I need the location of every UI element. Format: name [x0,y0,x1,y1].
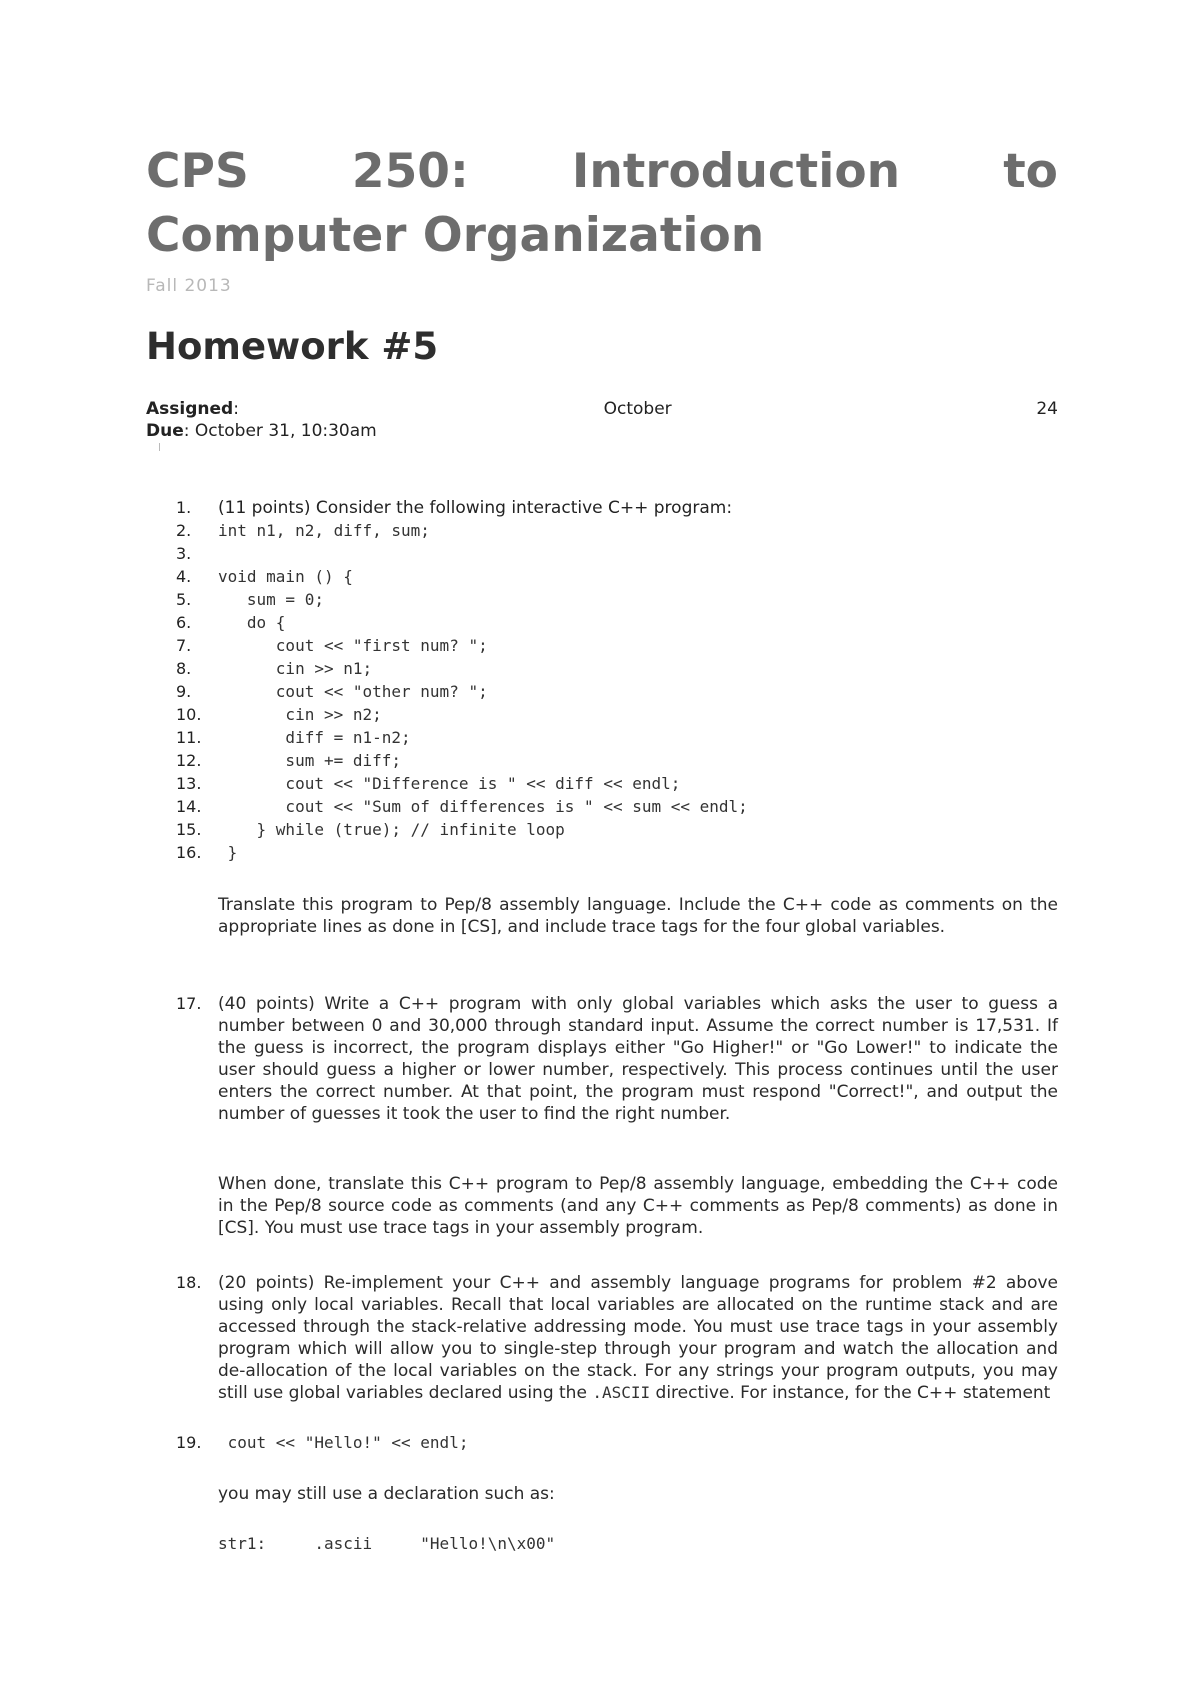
list-number: 18. [176,1273,202,1292]
list-item [146,726,1058,749]
list-item [146,680,1058,703]
list-number: 1. [176,498,192,517]
list-number: 2. [176,521,192,540]
code-line: cin >> n2; [218,705,382,724]
list-number: 7. [176,636,192,655]
code-line: cout << "Sum of differences is " << sum << endl; [218,797,748,816]
list-number: 11. [176,728,202,747]
title-word: 250: [351,144,469,199]
course-title-line-1 [146,140,1058,204]
list-number: 14. [176,797,202,816]
problem-1-listing [146,496,1058,864]
title-word: Introduction [571,144,901,199]
problem-1-translate-text: Translate this program to Pep/8 assembly language. Include the C++ code as comments on the appropriate lines as done in [CS], and include trace tags for the four global variables. [218,895,1058,937]
code-line: } [218,843,238,862]
code-line: cout << "Difference is " << diff << endl; [218,774,681,793]
list-item [146,703,1058,726]
list-item [146,749,1058,772]
title-word: to [1003,144,1058,199]
code-line: cin >> n1; [218,659,373,678]
assigned-label: Assigned [146,399,234,419]
assigned-line [146,398,1058,420]
assigned-label-group [146,398,239,420]
list-number: 15. [176,820,202,839]
list-item [146,588,1058,611]
code-line: diff = n1-n2; [218,728,411,747]
course-title-line-2: Computer Organization [146,208,765,263]
problem-18-text [218,1272,1058,1404]
code-line: void main () { [218,567,353,586]
title-word: CPS [146,144,249,199]
list-item [146,496,1058,519]
list-number: 13. [176,774,202,793]
due-line [146,420,377,442]
homework-heading: Homework #5 [146,325,439,368]
list-number: 10. [176,705,202,724]
code-line: cout << "other num? "; [218,682,488,701]
list-number: 12. [176,751,202,770]
code-line: do { [218,613,286,632]
list-item [146,611,1058,634]
list-number: 9. [176,682,192,701]
problem-18-text-a: (20 points) Re-implement your C++ and assembly language programs for problem #2 above using only local variables. Recall that local variables are allocated on the runtime stack and are accessed through the stack-relative addressing mode. You must use trace tags in your assembly program which will allow you to single-step through your program and watch the allocation and de-allocation of the local variables on the stack. For any strings your program outputs, you may still use global variables declared using the [218,1273,1058,1403]
code-line: sum += diff; [218,751,402,770]
list-number: 16. [176,843,202,862]
list-item [146,772,1058,795]
list-number: 17. [176,994,202,1013]
code-line: sum = 0; [218,590,324,609]
list-number: 19. [176,1433,202,1452]
course-title [146,140,1058,268]
list-number: 6. [176,613,192,632]
list-item [146,634,1058,657]
list-number: 4. [176,567,192,586]
list-item [146,519,1058,542]
code-line: } while (true); // infinite loop [218,820,565,839]
code-line: int n1, n2, diff, sum; [218,521,430,540]
due-label: Due [146,421,184,441]
list-number: 8. [176,659,192,678]
list-item [146,795,1058,818]
list-item [146,818,1058,841]
problem-17-followup: When done, translate this C++ program to Pep/8 assembly language, embedding the C++ code in the Pep/8 source code as comments (and any C++ comments as Pep/8 comments) as done in [CS]. You must use trace tags in your assembly program. [218,1174,1058,1238]
problem-18-text-b: directive. For instance, for the C++ statement [650,1383,1051,1403]
ascii-declaration: str1: .ascii "Hello!\n\x00" [218,1534,556,1553]
term-subtitle: Fall 2013 [146,276,232,296]
stray-mark: | [158,442,161,451]
list-item [146,657,1058,680]
list-number: 5. [176,590,192,609]
list-item [146,841,1058,864]
ascii-directive: .ASCII [592,1383,651,1402]
problem-1-intro: (11 points) Consider the following interactive C++ program: [218,498,733,518]
declaration-intro: you may still use a declaration such as: [218,1484,555,1504]
assigned-month: October [603,399,672,419]
code-line: cout << "first num? "; [218,636,488,655]
due-value: : October 31, 10:30am [183,421,377,441]
problem-17-text: (40 points) Write a C++ program with only global variables which asks the user to guess a number between 0 and 30,000 through standard input. Assume the correct number is 17,531. If the guess is incorrect, the program displays either "Go Higher!" or "Go Lower!" to indicate the user should guess a higher or lower number, respectively. This process continues until the user enters the correct number. At that point, the program must respond "Correct!", and output the number of guesses it took the user to find the right number. [218,994,1058,1124]
assigned-day: 24 [1036,399,1058,419]
list-item [146,565,1058,588]
list-number: 3. [176,544,192,563]
assigned-colon: : [233,399,239,419]
list-item [146,542,1058,565]
hello-code-line: cout << "Hello!" << endl; [218,1433,469,1452]
